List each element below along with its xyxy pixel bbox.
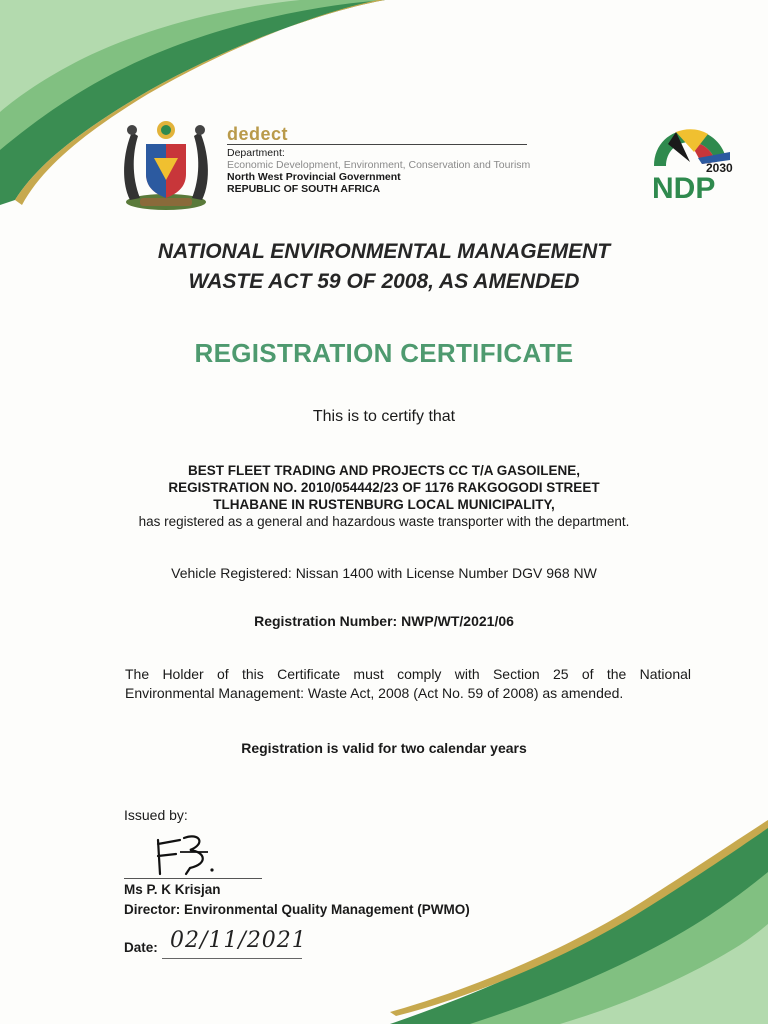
date-line <box>162 958 302 959</box>
validity-statement: Registration is valid for two calendar years <box>241 740 527 756</box>
provincial-government: North West Provincial Government <box>227 171 401 183</box>
signatory-role: Director: Environmental Quality Management (PWMO) <box>124 902 470 917</box>
certify-text: This is to certify that <box>312 408 456 425</box>
holder-line-2: REGISTRATION NO. 2010/054442/23 OF 1176 RAKGOGODI STREET <box>168 480 600 495</box>
compliance-line-2: Environmental Management: Waste Act, 2008 (Act No. 59 of 2008) as amended. <box>125 685 624 701</box>
holder-line-3: TLHABANE IN RUSTENBURG LOCAL MUNICIPALITY, <box>213 497 555 512</box>
signature-line <box>124 878 262 879</box>
holder-line-4: has registered as a general and hazardous waste transporter with the department. <box>138 514 630 529</box>
ndp-year: 2030 <box>706 161 733 175</box>
coat-of-arms-emblem <box>110 110 222 214</box>
issued-by-label: Issued by: <box>124 807 188 823</box>
vehicle-registered: Vehicle Registered: Nissan 1400 with License Number DGV 968 NW <box>171 565 597 581</box>
registration-number: Registration Number: NWP/WT/2021/06 <box>254 613 514 629</box>
certificate-title: REGISTRATION CERTIFICATE <box>194 338 574 368</box>
compliance-line-1: The Holder of this Certificate must comply with Section 25 of the National <box>125 666 691 682</box>
holder-details <box>0 462 768 530</box>
department-brand: dedect <box>227 124 289 144</box>
date-label: Date: <box>124 940 158 955</box>
republic-name: REPUBLIC OF SOUTH AFRICA <box>227 183 381 195</box>
department-name: Economic Development, Environment, Conservation and Tourism <box>227 159 531 171</box>
department-label: Department: <box>227 147 285 159</box>
ndp-2030-logo <box>646 122 734 204</box>
act-title-line1: NATIONAL ENVIRONMENTAL MANAGEMENT <box>157 240 611 263</box>
compliance-paragraph <box>125 665 691 703</box>
date-handwritten: 02/11/2021 <box>170 928 307 953</box>
signatory-name: Ms P. K Krisjan <box>124 882 221 897</box>
department-divider <box>227 144 527 145</box>
act-title-line2: WASTE ACT 59 OF 2008, AS AMENDED <box>188 270 580 293</box>
ndp-text: NDP <box>652 172 716 204</box>
department-block <box>227 124 567 195</box>
handwritten-signature <box>150 830 230 880</box>
holder-line-1: BEST FLEET TRADING AND PROJECTS CC T/A GASOILENE, <box>187 463 581 478</box>
